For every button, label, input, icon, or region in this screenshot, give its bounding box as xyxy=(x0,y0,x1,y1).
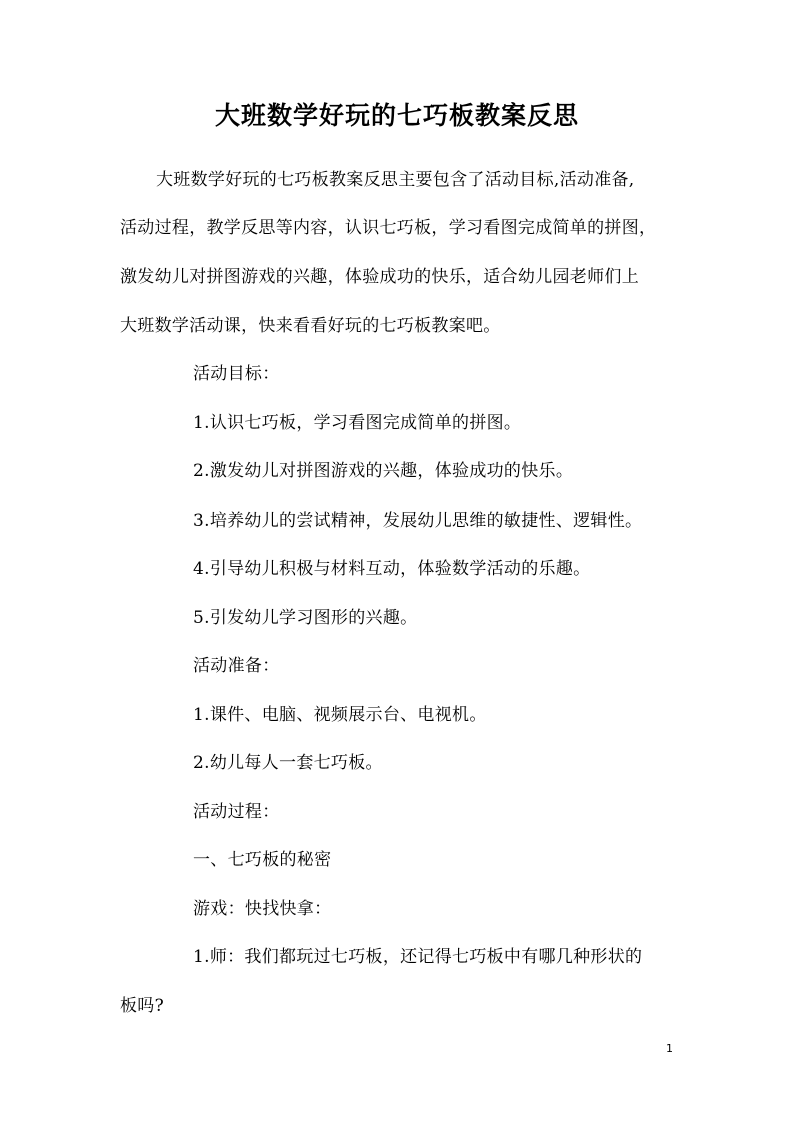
goals-heading: 活动目标： xyxy=(193,364,280,384)
intro-line-2: 活动过程，教学反思等内容，认识七巧板，学习看图完成简单的拼图， xyxy=(120,218,657,238)
intro-line-1: 大班数学好玩的七巧板教案反思主要包含了活动目标,活动准备, xyxy=(156,170,635,190)
process-heading: 活动过程： xyxy=(193,802,280,822)
document-title: 大班数学好玩的七巧板教案反思 xyxy=(214,101,579,130)
goal-item-4: 4.引导幼儿积极与材料互动，体验数学活动的乐趣。 xyxy=(193,559,591,579)
intro-line-3: 激发幼儿对拼图游戏的兴趣，体验成功的快乐，适合幼儿园老师们上 xyxy=(120,267,639,287)
goal-item-2: 2.激发幼儿对拼图游戏的兴趣，体验成功的快乐。 xyxy=(193,461,574,481)
intro-line-4: 大班数学活动课，快来看看好玩的七巧板教案吧。 xyxy=(120,316,501,336)
section-heading-1: 一、七巧板的秘密 xyxy=(193,850,332,870)
prep-heading: 活动准备： xyxy=(193,656,280,676)
page-number: 1 xyxy=(666,1042,673,1055)
question-line-2: 板吗? xyxy=(120,996,165,1016)
goal-item-1: 1.认识七巧板，学习看图完成简单的拼图。 xyxy=(193,413,522,433)
question-line-1: 1.师：我们都玩过七巧板，还记得七巧板中有哪几种形状的 xyxy=(193,947,643,967)
prep-item-1: 1.课件、电脑、视频展示台、电视机。 xyxy=(193,705,487,725)
game-line: 游戏：快找快拿： xyxy=(193,899,332,919)
prep-item-2: 2.幼儿每人一套七巧板。 xyxy=(193,753,383,773)
goal-item-3: 3.培养幼儿的尝试精神，发展幼儿思维的敏捷性、逻辑性。 xyxy=(193,511,643,531)
goal-item-5: 5.引发幼儿学习图形的兴趣。 xyxy=(193,608,418,628)
